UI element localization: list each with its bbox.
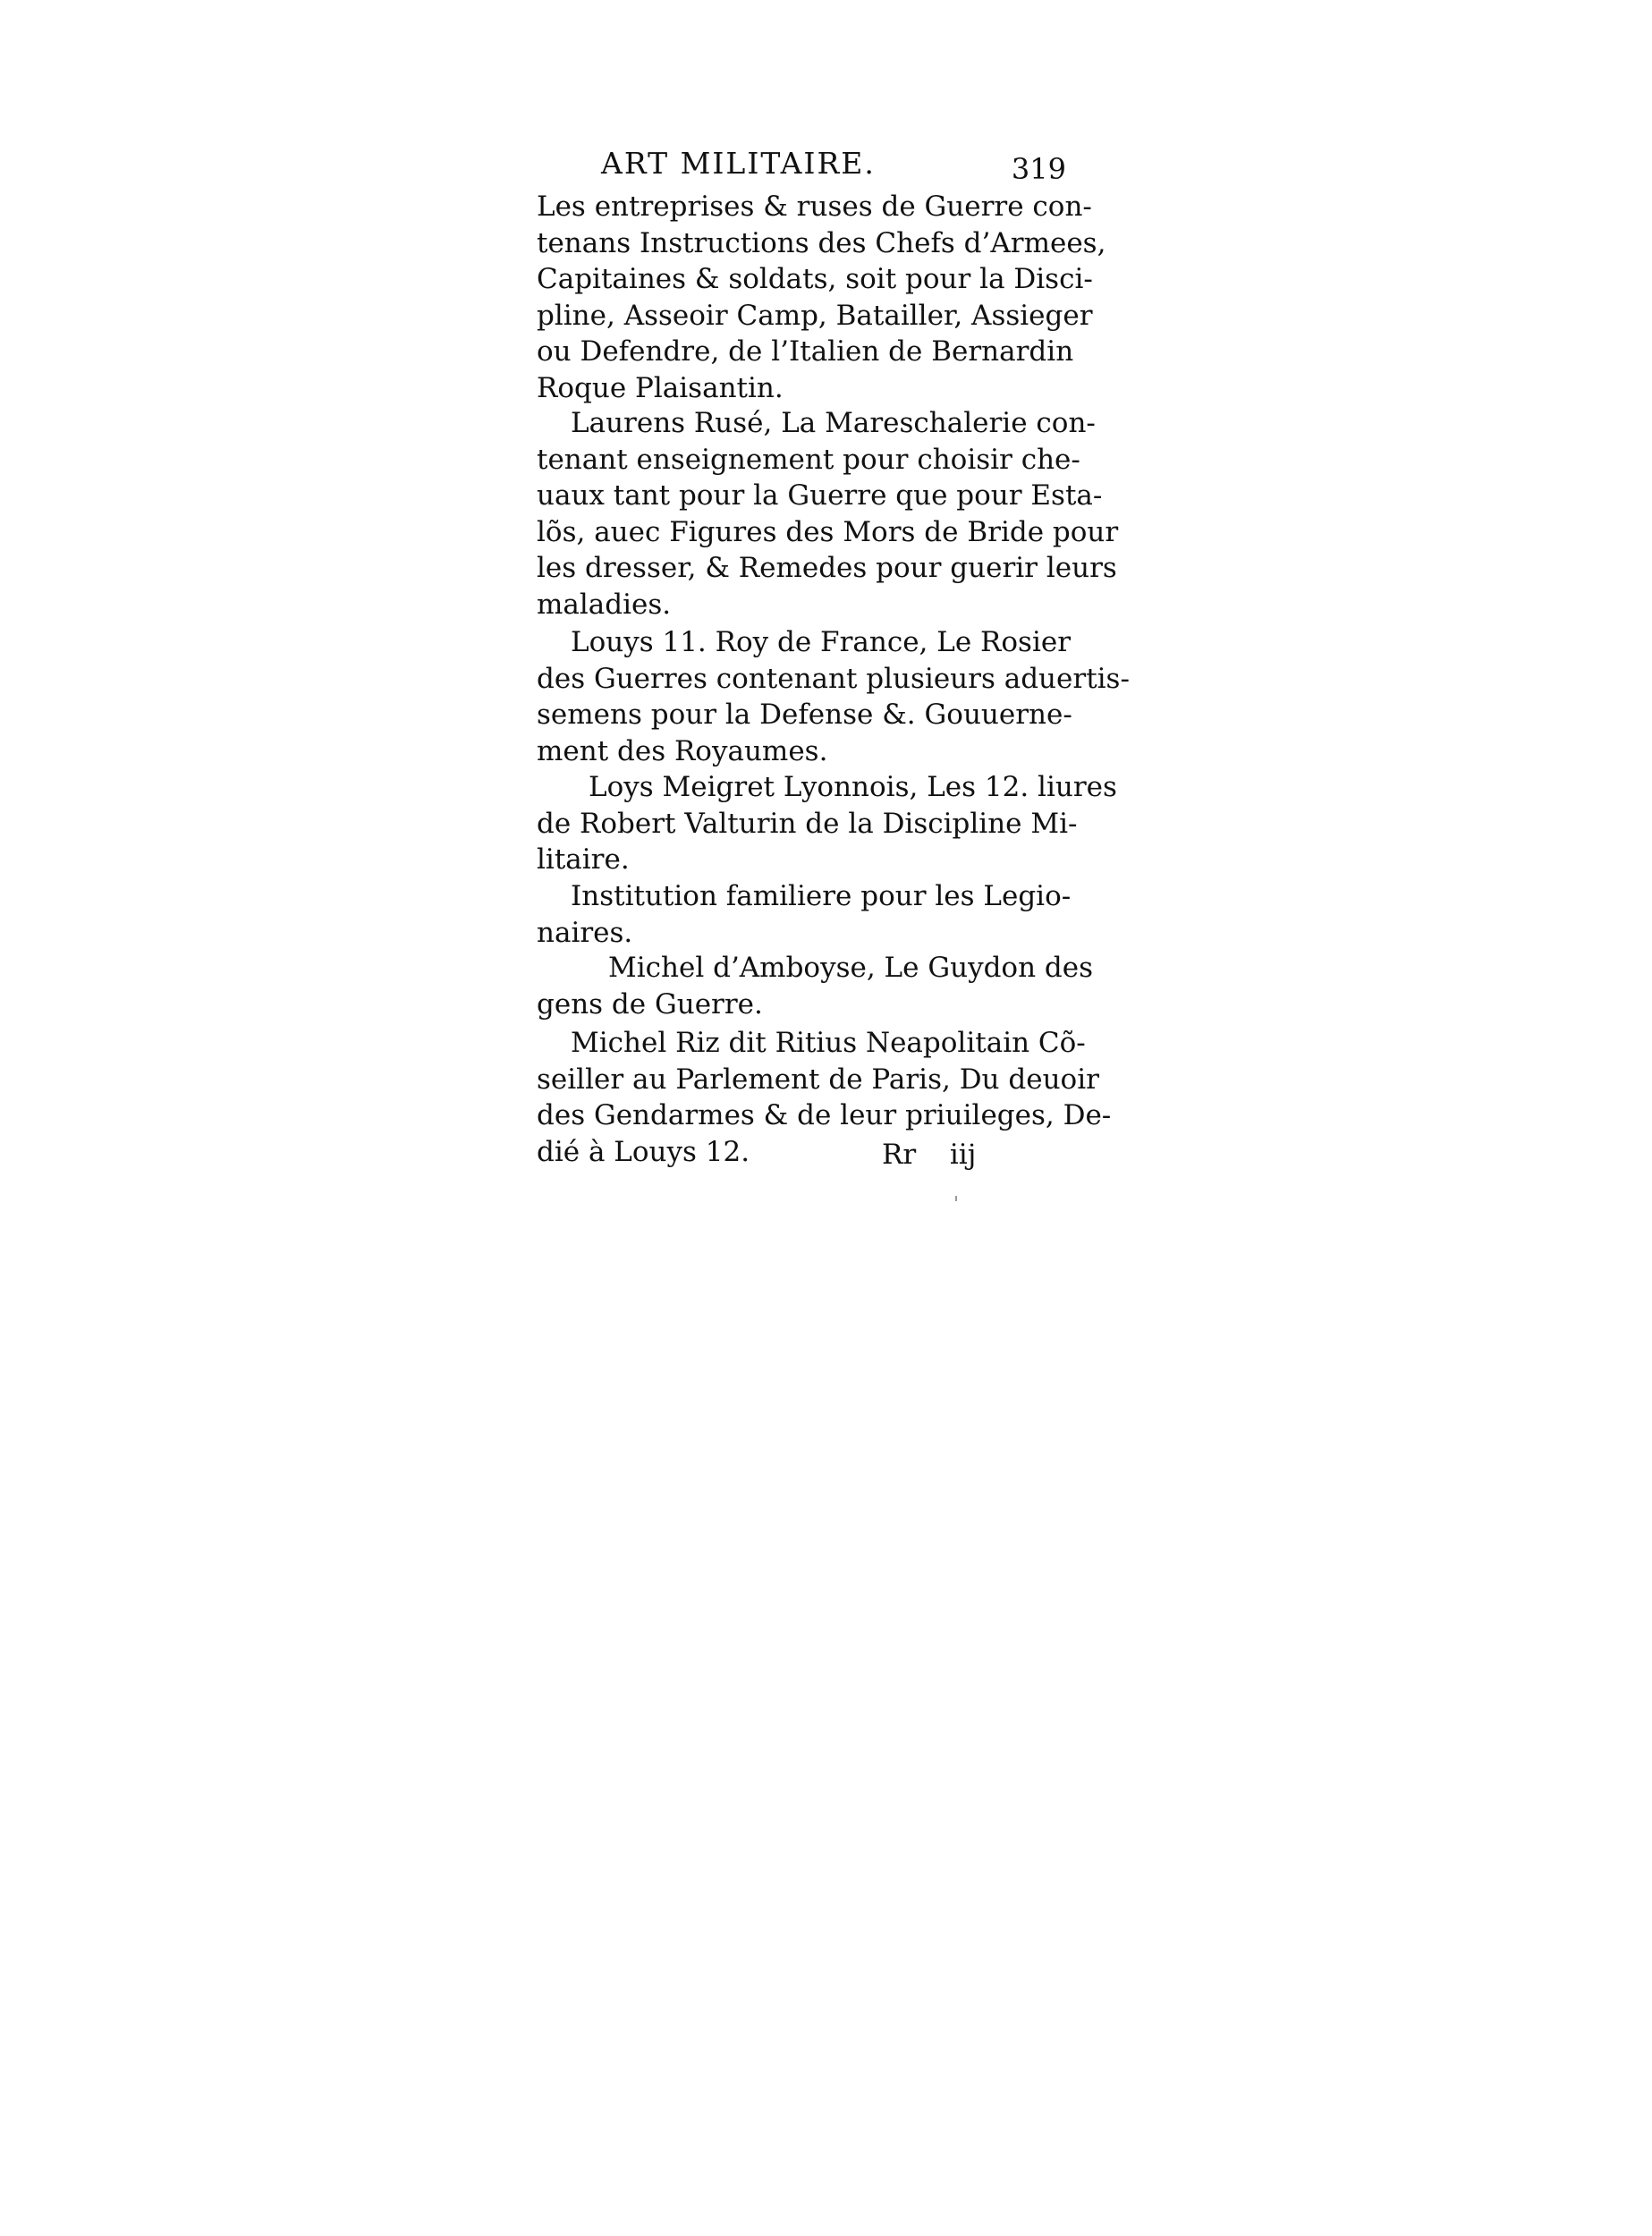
text-line: ment des Royaumes. xyxy=(537,734,828,767)
text-line: pline, Asseoir Camp, Batailler, Assieger xyxy=(537,299,1093,332)
text-line: les dresser, & Remedes pour guerir leurs xyxy=(537,552,1117,584)
text-line: lõs, auec Figures des Mors de Bride pour xyxy=(537,515,1119,548)
text-line: des Guerres contenant plusieurs aduertis- xyxy=(537,662,1130,695)
text-line: litaire. xyxy=(537,843,630,876)
signature-letter: Rr xyxy=(882,1139,917,1171)
page-number: 319 xyxy=(1011,152,1066,186)
text-line: Laurens Rusé, La Mareschalerie con- xyxy=(571,407,1096,439)
bibliography-entry-guydon xyxy=(537,950,1094,1022)
text-line: Michel d’Amboyse, Le Guydon des xyxy=(608,952,1094,984)
signature-mark xyxy=(882,1139,976,1171)
signature-folio: iij xyxy=(949,1139,977,1171)
text-line: Louys 11. Roy de France, Le Rosier xyxy=(571,626,1072,658)
text-line: semens pour la Defense &. Gouuerne- xyxy=(537,699,1072,731)
text-line: dié à Louys 12. xyxy=(537,1135,750,1168)
text-line: ou Defendre, de l’Italien de Bernardin xyxy=(537,335,1074,368)
running-title: ART MILITAIRE. xyxy=(601,146,876,181)
text-line: Les entreprises & ruses de Guerre con- xyxy=(537,191,1092,223)
bibliography-entry-institution-familiere xyxy=(537,878,1072,951)
running-head xyxy=(601,146,1066,191)
text-line: naires. xyxy=(537,916,633,949)
text-line: tenant enseignement pour choisir che- xyxy=(537,443,1080,476)
text-line: Michel Riz dit Ritius Neapolitain Cõ- xyxy=(571,1027,1086,1059)
text-line: de Robert Valturin de la Discipline Mi- xyxy=(537,807,1078,840)
bibliography-entry-ritius xyxy=(537,1025,1112,1170)
text-line: Capitaines & soldats, soit pour la Disci- xyxy=(537,263,1093,295)
text-line: des Gendarmes & de leur priuileges, De- xyxy=(537,1099,1112,1131)
bibliography-entry-ruses-de-guerre xyxy=(537,189,1106,406)
printer-mark xyxy=(955,1196,957,1201)
text-line: gens de Guerre. xyxy=(537,987,763,1021)
text-line: uaux tant pour la Guerre que pour Esta- xyxy=(537,479,1103,512)
text-line: Loys Meigret Lyonnois, Les 12. liures xyxy=(589,771,1117,803)
text-line: Roque Plaisantin. xyxy=(537,371,784,404)
text-line: seiller au Parlement de Paris, Du deuoir xyxy=(537,1063,1099,1096)
text-line: maladies. xyxy=(537,588,672,621)
text-line: Institution familiere pour les Legio- xyxy=(571,880,1072,912)
bibliography-entry-mareschalerie xyxy=(537,405,1119,623)
bibliography-entry-valturin xyxy=(537,769,1117,878)
text-line: tenans Instructions des Chefs d’Armees, xyxy=(537,226,1106,259)
bibliography-entry-rosier-des-guerres xyxy=(537,624,1130,769)
